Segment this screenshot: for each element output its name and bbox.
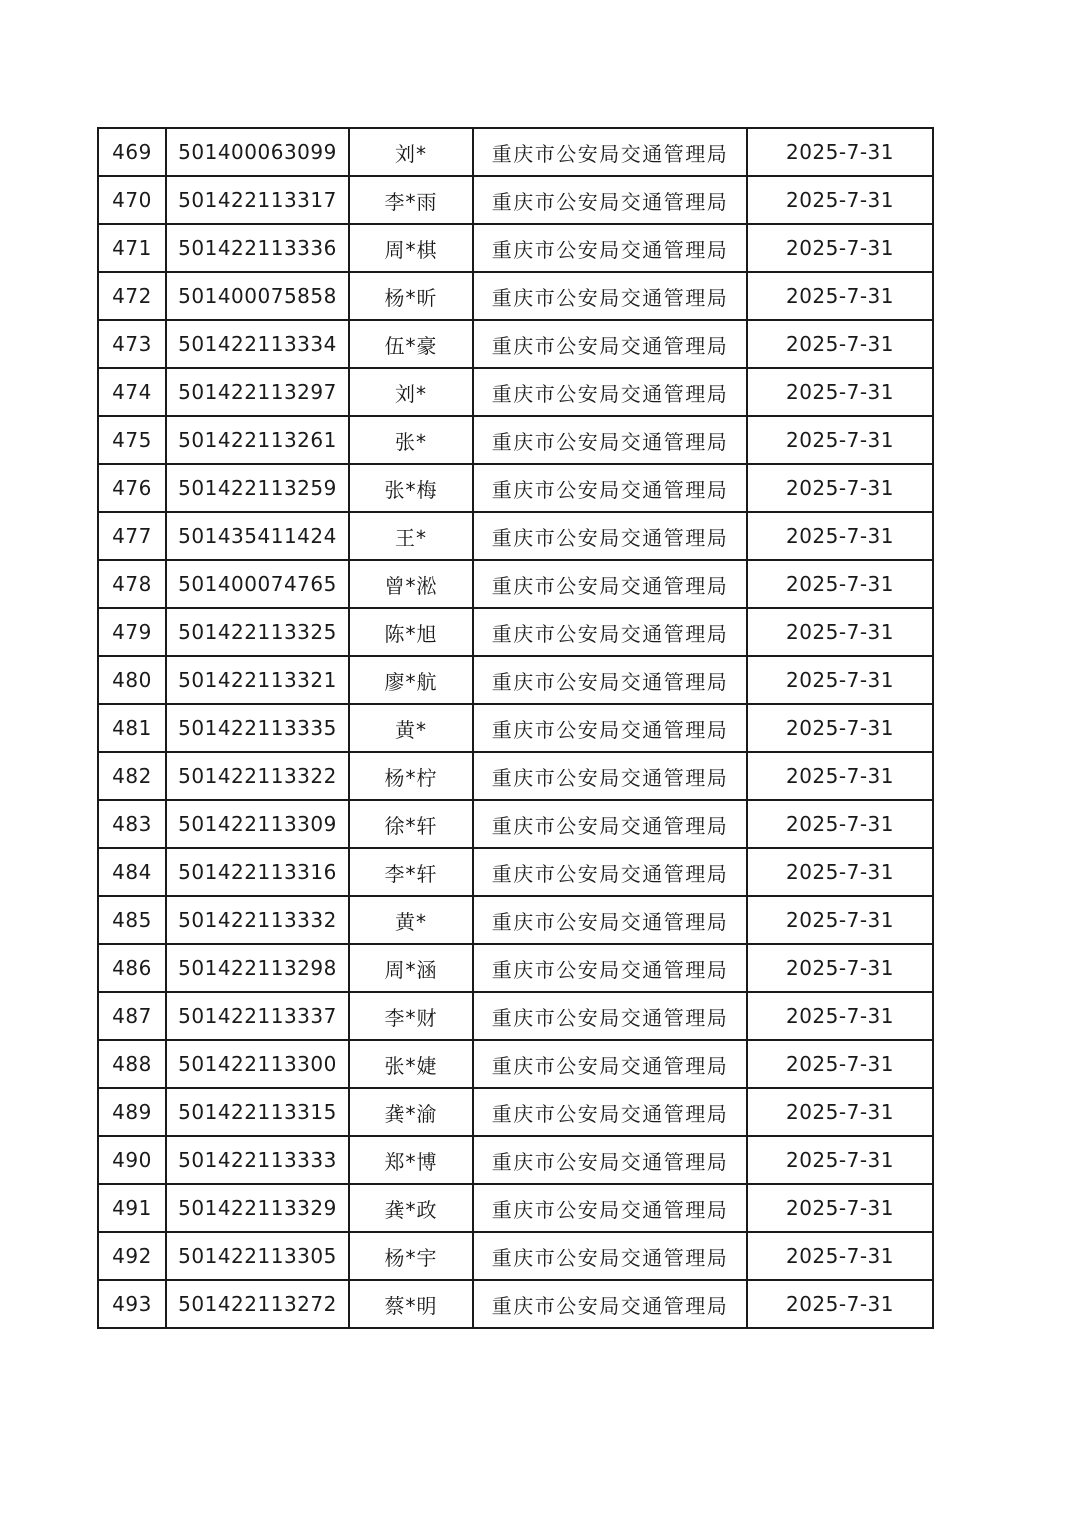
table-row: [98, 128, 933, 176]
row-number-cell: 474: [98, 368, 166, 416]
table-row: [98, 1040, 933, 1088]
date-cell: 2025-7-31: [747, 704, 933, 752]
date-cell: 2025-7-31: [747, 176, 933, 224]
person-name-cell: 徐*轩: [349, 800, 473, 848]
date-cell: 2025-7-31: [747, 992, 933, 1040]
issuing-agency-cell: 重庆市公安局交通管理局: [473, 1280, 747, 1328]
certificate-number-cell: 501422113259: [166, 464, 349, 512]
issuing-agency-cell: 重庆市公安局交通管理局: [473, 800, 747, 848]
certificate-number-cell: 501422113317: [166, 176, 349, 224]
table-row: [98, 272, 933, 320]
row-number-cell: 478: [98, 560, 166, 608]
row-number-cell: 470: [98, 176, 166, 224]
person-name-cell: 陈*旭: [349, 608, 473, 656]
row-number-cell: 475: [98, 416, 166, 464]
issuing-agency-cell: 重庆市公安局交通管理局: [473, 608, 747, 656]
date-cell: 2025-7-31: [747, 512, 933, 560]
certificate-number-cell: 501422113300: [166, 1040, 349, 1088]
person-name-cell: 杨*宇: [349, 1232, 473, 1280]
row-number-cell: 491: [98, 1184, 166, 1232]
person-name-cell: 李*轩: [349, 848, 473, 896]
row-number-cell: 477: [98, 512, 166, 560]
issuing-agency-cell: 重庆市公安局交通管理局: [473, 368, 747, 416]
certificate-number-cell: 501422113297: [166, 368, 349, 416]
date-cell: 2025-7-31: [747, 128, 933, 176]
issuing-agency-cell: 重庆市公安局交通管理局: [473, 752, 747, 800]
issuing-agency-cell: 重庆市公安局交通管理局: [473, 464, 747, 512]
person-name-cell: 伍*豪: [349, 320, 473, 368]
row-number-cell: 473: [98, 320, 166, 368]
certificate-number-cell: 501422113337: [166, 992, 349, 1040]
date-cell: 2025-7-31: [747, 608, 933, 656]
row-number-cell: 469: [98, 128, 166, 176]
date-cell: 2025-7-31: [747, 368, 933, 416]
person-name-cell: 龚*渝: [349, 1088, 473, 1136]
table-row: [98, 1232, 933, 1280]
person-name-cell: 李*雨: [349, 176, 473, 224]
date-cell: 2025-7-31: [747, 1184, 933, 1232]
date-cell: 2025-7-31: [747, 1136, 933, 1184]
table-row: [98, 416, 933, 464]
row-number-cell: 483: [98, 800, 166, 848]
person-name-cell: 杨*柠: [349, 752, 473, 800]
person-name-cell: 杨*昕: [349, 272, 473, 320]
table-row: [98, 800, 933, 848]
date-cell: 2025-7-31: [747, 752, 933, 800]
date-cell: 2025-7-31: [747, 800, 933, 848]
issuing-agency-cell: 重庆市公安局交通管理局: [473, 1184, 747, 1232]
issuing-agency-cell: 重庆市公安局交通管理局: [473, 1136, 747, 1184]
certificate-number-cell: 501435411424: [166, 512, 349, 560]
table-row: [98, 656, 933, 704]
row-number-cell: 490: [98, 1136, 166, 1184]
certificate-number-cell: 501422113334: [166, 320, 349, 368]
table-row: [98, 1088, 933, 1136]
records-table-body: [98, 128, 933, 1328]
table-row: [98, 560, 933, 608]
issuing-agency-cell: 重庆市公安局交通管理局: [473, 320, 747, 368]
person-name-cell: 黄*: [349, 704, 473, 752]
table-row: [98, 320, 933, 368]
certificate-number-cell: 501422113333: [166, 1136, 349, 1184]
date-cell: 2025-7-31: [747, 1232, 933, 1280]
table-row: [98, 368, 933, 416]
table-row: [98, 464, 933, 512]
certificate-number-cell: 501422113321: [166, 656, 349, 704]
table-row: [98, 608, 933, 656]
certificate-number-cell: 501422113298: [166, 944, 349, 992]
certificate-number-cell: 501400074765: [166, 560, 349, 608]
certificate-number-cell: 501422113322: [166, 752, 349, 800]
person-name-cell: 廖*航: [349, 656, 473, 704]
row-number-cell: 492: [98, 1232, 166, 1280]
issuing-agency-cell: 重庆市公安局交通管理局: [473, 272, 747, 320]
row-number-cell: 482: [98, 752, 166, 800]
person-name-cell: 蔡*明: [349, 1280, 473, 1328]
person-name-cell: 张*梅: [349, 464, 473, 512]
row-number-cell: 485: [98, 896, 166, 944]
table-row: [98, 1280, 933, 1328]
date-cell: 2025-7-31: [747, 320, 933, 368]
date-cell: 2025-7-31: [747, 224, 933, 272]
date-cell: 2025-7-31: [747, 1088, 933, 1136]
issuing-agency-cell: 重庆市公安局交通管理局: [473, 992, 747, 1040]
date-cell: 2025-7-31: [747, 560, 933, 608]
date-cell: 2025-7-31: [747, 272, 933, 320]
issuing-agency-cell: 重庆市公安局交通管理局: [473, 176, 747, 224]
certificate-number-cell: 501422113325: [166, 608, 349, 656]
row-number-cell: 487: [98, 992, 166, 1040]
row-number-cell: 488: [98, 1040, 166, 1088]
row-number-cell: 476: [98, 464, 166, 512]
table-row: [98, 512, 933, 560]
row-number-cell: 479: [98, 608, 166, 656]
person-name-cell: 周*棋: [349, 224, 473, 272]
date-cell: 2025-7-31: [747, 1280, 933, 1328]
date-cell: 2025-7-31: [747, 656, 933, 704]
table-row: [98, 992, 933, 1040]
row-number-cell: 489: [98, 1088, 166, 1136]
certificate-number-cell: 501400075858: [166, 272, 349, 320]
table-row: [98, 1184, 933, 1232]
certificate-number-cell: 501422113305: [166, 1232, 349, 1280]
person-name-cell: 周*涵: [349, 944, 473, 992]
row-number-cell: 484: [98, 848, 166, 896]
row-number-cell: 472: [98, 272, 166, 320]
date-cell: 2025-7-31: [747, 1040, 933, 1088]
certificate-number-cell: 501422113261: [166, 416, 349, 464]
date-cell: 2025-7-31: [747, 464, 933, 512]
issuing-agency-cell: 重庆市公安局交通管理局: [473, 512, 747, 560]
issuing-agency-cell: 重庆市公安局交通管理局: [473, 416, 747, 464]
issuing-agency-cell: 重庆市公安局交通管理局: [473, 1088, 747, 1136]
issuing-agency-cell: 重庆市公安局交通管理局: [473, 128, 747, 176]
certificate-number-cell: 501422113315: [166, 1088, 349, 1136]
person-name-cell: 龚*政: [349, 1184, 473, 1232]
certificate-number-cell: 501400063099: [166, 128, 349, 176]
certificate-number-cell: 501422113272: [166, 1280, 349, 1328]
date-cell: 2025-7-31: [747, 896, 933, 944]
table-row: [98, 704, 933, 752]
table-row: [98, 848, 933, 896]
person-name-cell: 李*财: [349, 992, 473, 1040]
certificate-number-cell: 501422113332: [166, 896, 349, 944]
certificate-number-cell: 501422113309: [166, 800, 349, 848]
person-name-cell: 黄*: [349, 896, 473, 944]
row-number-cell: 480: [98, 656, 166, 704]
row-number-cell: 471: [98, 224, 166, 272]
table-row: [98, 752, 933, 800]
person-name-cell: 郑*博: [349, 1136, 473, 1184]
issuing-agency-cell: 重庆市公安局交通管理局: [473, 224, 747, 272]
records-table: [97, 127, 934, 1329]
issuing-agency-cell: 重庆市公安局交通管理局: [473, 704, 747, 752]
person-name-cell: 刘*: [349, 128, 473, 176]
date-cell: 2025-7-31: [747, 848, 933, 896]
certificate-number-cell: 501422113335: [166, 704, 349, 752]
certificate-number-cell: 501422113316: [166, 848, 349, 896]
date-cell: 2025-7-31: [747, 416, 933, 464]
issuing-agency-cell: 重庆市公安局交通管理局: [473, 896, 747, 944]
issuing-agency-cell: 重庆市公安局交通管理局: [473, 1040, 747, 1088]
certificate-number-cell: 501422113329: [166, 1184, 349, 1232]
date-cell: 2025-7-31: [747, 944, 933, 992]
table-row: [98, 944, 933, 992]
person-name-cell: 刘*: [349, 368, 473, 416]
person-name-cell: 王*: [349, 512, 473, 560]
row-number-cell: 486: [98, 944, 166, 992]
table-row: [98, 224, 933, 272]
person-name-cell: 张*婕: [349, 1040, 473, 1088]
row-number-cell: 481: [98, 704, 166, 752]
issuing-agency-cell: 重庆市公安局交通管理局: [473, 944, 747, 992]
table-row: [98, 176, 933, 224]
issuing-agency-cell: 重庆市公安局交通管理局: [473, 560, 747, 608]
person-name-cell: 曾*淞: [349, 560, 473, 608]
table-row: [98, 896, 933, 944]
issuing-agency-cell: 重庆市公安局交通管理局: [473, 1232, 747, 1280]
issuing-agency-cell: 重庆市公安局交通管理局: [473, 848, 747, 896]
table-row: [98, 1136, 933, 1184]
issuing-agency-cell: 重庆市公安局交通管理局: [473, 656, 747, 704]
certificate-number-cell: 501422113336: [166, 224, 349, 272]
row-number-cell: 493: [98, 1280, 166, 1328]
person-name-cell: 张*: [349, 416, 473, 464]
